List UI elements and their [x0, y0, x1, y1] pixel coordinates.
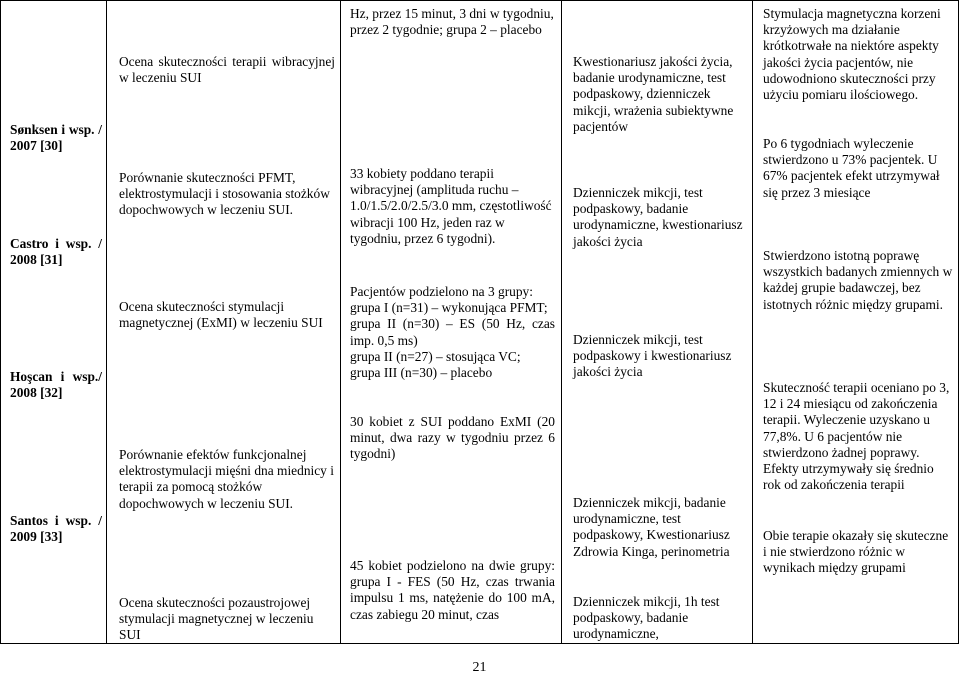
method-cell-1: Hz, przez 15 minut, 3 dni w tygodniu, przez 2 tygodnie; grupa 2 – placebo — [350, 6, 554, 38]
aim-cell-3: Ocena skuteczności stymulacji magnetycznej (ExMI) w leczeniu SUI — [119, 299, 323, 331]
method-line: Pacjentów podzielono na 3 grupy: — [350, 284, 533, 299]
method-line: grupa III (n=30) – placebo — [350, 365, 493, 381]
author-cell-2: Castro i wsp. / 2008 [31] — [10, 236, 102, 268]
method-cell-4: 30 kobiet z SUI poddano ExMI (20 minut, dwa razy w tygodniu przez 6 tygodni) — [350, 414, 555, 462]
aim-cell-5: Ocena skuteczności pozaustrojowej stymulacji magnetycznej w leczeniu SUI — [119, 595, 314, 643]
author-cell-4: Santos i wsp. / 2009 [33] — [10, 513, 102, 545]
table-column-tools — [561, 0, 753, 644]
results-cell-4: Skuteczność terapii oceniano po 3, 12 i 24 miesiącu od zakończenia terapii. Wyleczenie uzyskano u 77,8%. U 6 pacjentów nie stwierdzono żadnej poprawy. Efekty utrzymywały się średnio rok od zakończenia terapii — [763, 380, 950, 493]
tools-cell-4: Dzienniczek mikcji, badanie urodynamiczne, test podpaskowy, Kwestionariusz Zdrowia Kinga, perinometria — [573, 495, 730, 559]
author-cell-1: Sønksen i wsp. / 2007 [30] — [10, 122, 102, 154]
page-number: 21 — [472, 660, 487, 675]
table-column-author — [0, 0, 107, 644]
results-cell-5: Obie terapie okazały się skuteczne i nie stwierdzono różnic w wynikach między grupami — [763, 528, 949, 576]
method-cell-3 — [350, 284, 555, 381]
aim-cell-2: Porównanie skuteczności PFMT, elektrostymulacji i stosowania stożków dopochwowych w leczeniu SUI. — [119, 170, 330, 218]
aim-cell-1: Ocena skuteczności terapii wibracyjnej w leczeniu SUI — [119, 54, 335, 86]
tools-cell-1: Kwestionariusz jakości życia, badanie urodynamiczne, test podpaskowy, dzienniczek mikcji, wrażenia subiektywne pacjentów — [573, 54, 734, 134]
tools-cell-2: Dzienniczek mikcji, test podpaskowy, badanie urodynamiczne, kwestionariusz jakości życia — [573, 185, 743, 249]
tools-cell-5: Dzienniczek mikcji, 1h test podpaskowy, badanie urodynamiczne, — [573, 594, 720, 642]
results-cell-3: Stwierdzono istotną poprawę wszystkich badanych zmiennych w każdej grupie badawczej, bez istotnych różnic między grupami. — [763, 248, 953, 312]
method-line: grupa II (n=30) – ES (50 Hz, czas imp. 0,5 ms) — [350, 316, 555, 348]
table-column-results — [752, 0, 959, 644]
author-cell-3: Hoşcan i wsp./ 2008 [32] — [10, 369, 102, 401]
table-column-method — [340, 0, 562, 644]
method-line: grupa I (n=31) – wykonująca PFMT; — [350, 300, 548, 316]
method-cell-2: 33 kobiety poddano terapii wibracyjnej (amplituda ruchu – 1.0/1.5/2.0/2.5/3.0 mm, częstotliwość wibracji 100 Hz, jeden raz w tygodniu, przez 6 tygodni). — [350, 166, 552, 246]
table-column-aim — [106, 0, 341, 644]
method-line: grupa II (n=27) – stosująca VC; — [350, 348, 521, 364]
results-cell-2: Po 6 tygodniach wyleczenie stwierdzono u 73% pacjentek. U 67% pacjentek efekt utrzymywał się przez 3 miesiące — [763, 136, 940, 200]
method-cell-5: 45 kobiet podzielono na dwie grupy: grupa I - FES (50 Hz, czas trwania impulsu 1 ms, natężenie do 100 mA, czas zabiegu 20 minut, czas — [350, 558, 555, 622]
results-cell-1: Stymulacja magnetyczna korzeni krzyżowych ma działanie krótkotrwałe na niektóre aspekty jakości życia pacjentów, nie udowodniono skuteczności przy użyciu pomiaru ilościowego. — [763, 6, 941, 103]
tools-cell-3: Dzienniczek mikcji, test podpaskowy i kwestionariusz jakości życia — [573, 332, 732, 380]
aim-cell-4: Porównanie efektów funkcjonalnej elektrostymulacji mięśni dna miednicy i terapii za pomocą stożków dopochwowych w leczeniu SUI. — [119, 447, 334, 511]
